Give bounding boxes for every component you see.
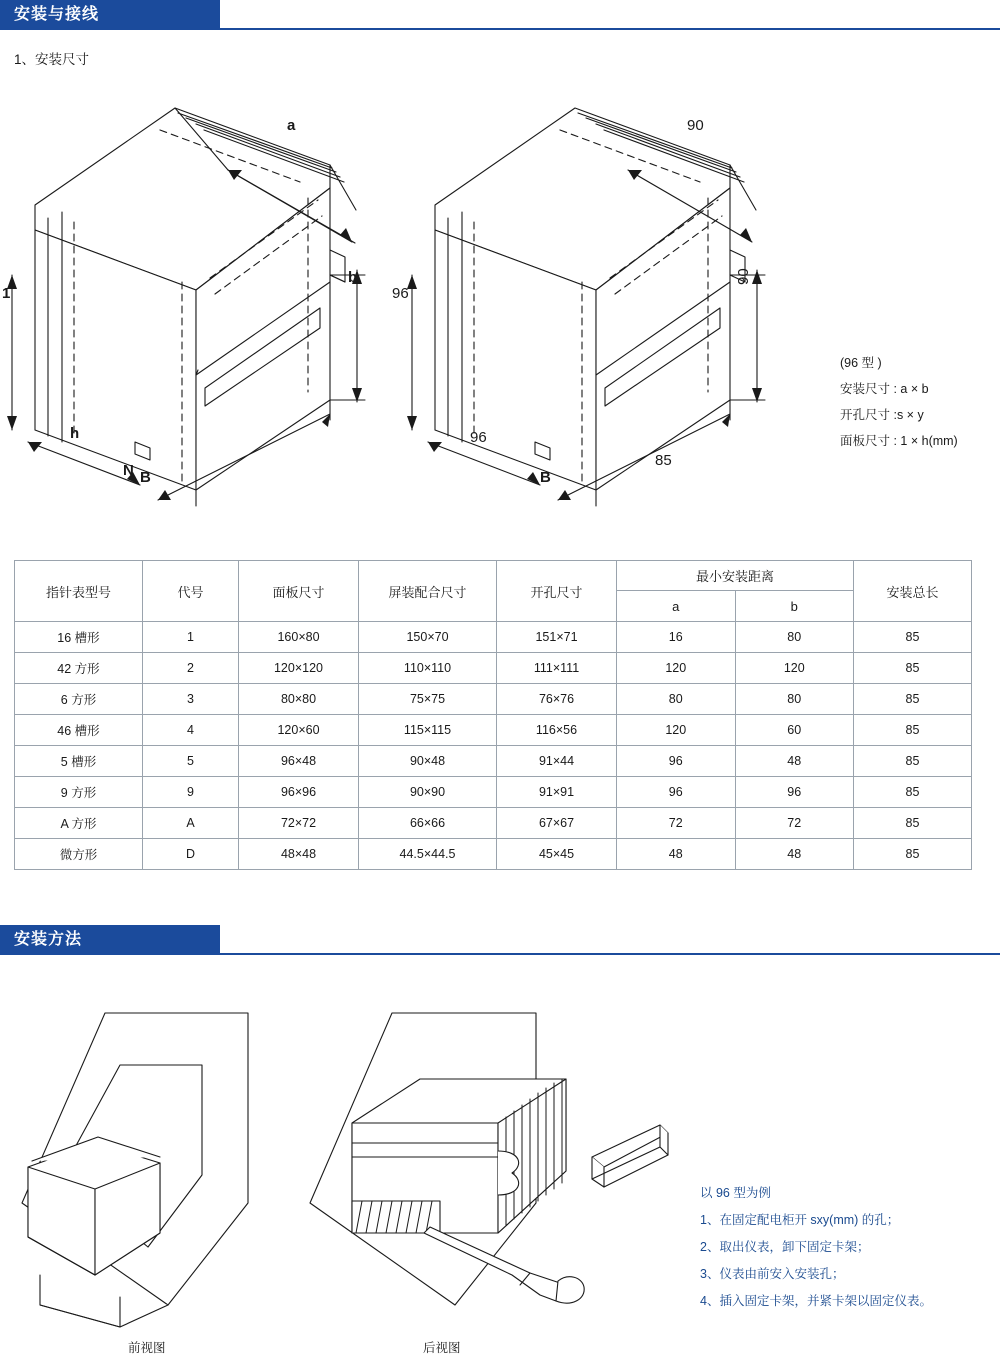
label-90-top: 90: [687, 117, 704, 134]
cell-min-a: 72: [617, 808, 736, 839]
spec-table-container: [14, 560, 972, 870]
cell-fit-size: 90×90: [359, 777, 497, 808]
cell-min-b: 60: [735, 715, 854, 746]
label-90-side: 90: [735, 268, 752, 285]
table-body: [15, 622, 972, 870]
subtitle-dimensions: 1、安装尺寸: [14, 52, 90, 67]
cell-fit-size: 110×110: [359, 653, 497, 684]
caption-front-view: 前视图: [128, 1341, 166, 1355]
label-N: N: [123, 462, 134, 479]
cell-total-length: 85: [854, 684, 972, 715]
cell-min-a: 120: [617, 715, 736, 746]
cell-panel-size: 48×48: [239, 839, 359, 870]
label-b: b: [348, 269, 358, 286]
legend-line-3: 开孔尺寸 :s × y: [840, 408, 924, 422]
cell-model: A 方形: [15, 808, 143, 839]
cell-panel-size: 160×80: [239, 622, 359, 653]
cell-panel-size: 120×120: [239, 653, 359, 684]
cell-min-b: 96: [735, 777, 854, 808]
section-title-install-wiring: 安装与接线: [14, 6, 100, 23]
cell-total-length: 85: [854, 777, 972, 808]
spec-table: [14, 560, 972, 870]
cell-total-length: 85: [854, 715, 972, 746]
legend-block: [840, 350, 958, 454]
section-header-install-method: [0, 925, 1000, 955]
table-row: [15, 684, 972, 715]
cell-min-b: 80: [735, 622, 854, 653]
cell-code: A: [143, 808, 239, 839]
cell-hole-size: 45×45: [497, 839, 617, 870]
install-steps: [700, 1180, 1000, 1315]
install-method-diagram: [0, 975, 700, 1345]
cell-min-b: 120: [735, 653, 854, 684]
cell-hole-size: 76×76: [497, 684, 617, 715]
cell-total-length: 85: [854, 839, 972, 870]
install-step-3: 3、仪表由前安入安装孔；: [700, 1267, 845, 1281]
cell-hole-size: 151×71: [497, 622, 617, 653]
label-B-right: B: [540, 469, 551, 486]
table-head: [15, 561, 972, 622]
cell-model: 5 槽形: [15, 746, 143, 777]
cell-total-length: 85: [854, 746, 972, 777]
label-B-left: B: [140, 469, 151, 486]
legend-line-2: 安装尺寸 : a × b: [840, 382, 929, 396]
install-step-2: 2、取出仪表，卸下固定卡架；: [700, 1240, 870, 1254]
cell-code: 9: [143, 777, 239, 808]
table-row: [15, 839, 972, 870]
cell-fit-size: 66×66: [359, 808, 497, 839]
header-model: 指针表型号: [15, 561, 143, 622]
cell-min-b: 48: [735, 746, 854, 777]
cell-code: 5: [143, 746, 239, 777]
cell-model: 9 方形: [15, 777, 143, 808]
cell-panel-size: 80×80: [239, 684, 359, 715]
caption-back-view: 后视图: [423, 1341, 461, 1355]
label-96-bottom: 96: [470, 429, 487, 446]
table-row: [15, 808, 972, 839]
cell-panel-size: 96×48: [239, 746, 359, 777]
dimension-diagram-svg: [0, 70, 830, 520]
cell-hole-size: 116×56: [497, 715, 617, 746]
header-panel-size: 面板尺寸: [239, 561, 359, 622]
cell-hole-size: 67×67: [497, 808, 617, 839]
table-row: [15, 715, 972, 746]
header-code: 代号: [143, 561, 239, 622]
cell-model: 42 方形: [15, 653, 143, 684]
dimension-diagram: [0, 70, 830, 520]
cell-total-length: 85: [854, 622, 972, 653]
section-rule-2: [0, 953, 1000, 955]
cell-panel-size: 120×60: [239, 715, 359, 746]
header-min-a: a: [617, 591, 736, 622]
header-min-distance: 最小安装距离: [617, 561, 854, 591]
cell-min-a: 96: [617, 777, 736, 808]
legend-line-1: (96 型 ): [840, 356, 882, 370]
cell-min-b: 48: [735, 839, 854, 870]
cell-fit-size: 44.5×44.5: [359, 839, 497, 870]
cell-min-a: 120: [617, 653, 736, 684]
cell-code: 1: [143, 622, 239, 653]
cell-hole-size: 91×91: [497, 777, 617, 808]
cell-min-b: 80: [735, 684, 854, 715]
cell-hole-size: 91×44: [497, 746, 617, 777]
cell-fit-size: 150×70: [359, 622, 497, 653]
cell-model: 46 槽形: [15, 715, 143, 746]
cell-total-length: 85: [854, 653, 972, 684]
install-step-1: 1、在固定配电柜开 sxy(mm) 的孔；: [700, 1213, 900, 1227]
table-row: [15, 777, 972, 808]
header-total-length: 安装总长: [854, 561, 972, 622]
table-row: [15, 622, 972, 653]
table-row: [15, 746, 972, 777]
install-steps-intro: 以 96 型为例: [700, 1186, 771, 1200]
cell-min-a: 16: [617, 622, 736, 653]
label-h: h: [70, 425, 80, 442]
cell-min-a: 48: [617, 839, 736, 870]
cell-panel-size: 72×72: [239, 808, 359, 839]
cell-min-a: 96: [617, 746, 736, 777]
section-rule: [0, 28, 1000, 30]
cell-total-length: 85: [854, 808, 972, 839]
cell-model: 16 槽形: [15, 622, 143, 653]
label-1: 1: [2, 285, 11, 302]
cell-model: 6 方形: [15, 684, 143, 715]
header-min-b: b: [735, 591, 854, 622]
cell-fit-size: 75×75: [359, 684, 497, 715]
cell-code: D: [143, 839, 239, 870]
cell-code: 4: [143, 715, 239, 746]
cell-min-a: 80: [617, 684, 736, 715]
install-method-svg: [0, 975, 700, 1345]
cell-panel-size: 96×96: [239, 777, 359, 808]
cell-model: 微方形: [15, 839, 143, 870]
header-hole-size: 开孔尺寸: [497, 561, 617, 622]
label-a: a: [287, 117, 296, 134]
legend-line-4: 面板尺寸 : 1 × h(mm): [840, 434, 958, 448]
table-row: [15, 653, 972, 684]
cell-code: 2: [143, 653, 239, 684]
cell-fit-size: 115×115: [359, 715, 497, 746]
install-step-4: 4、插入固定卡架，并紧卡架以固定仪表。: [700, 1294, 932, 1308]
header-fit-size: 屏装配合尺寸: [359, 561, 497, 622]
section-title-install-method: 安装方法: [14, 931, 83, 948]
label-85: 85: [655, 452, 672, 469]
cell-code: 3: [143, 684, 239, 715]
label-96-left: 96: [392, 285, 409, 302]
cell-fit-size: 90×48: [359, 746, 497, 777]
section-header-install-wiring: [0, 0, 1000, 30]
cell-min-b: 72: [735, 808, 854, 839]
cell-hole-size: 111×111: [497, 653, 617, 684]
